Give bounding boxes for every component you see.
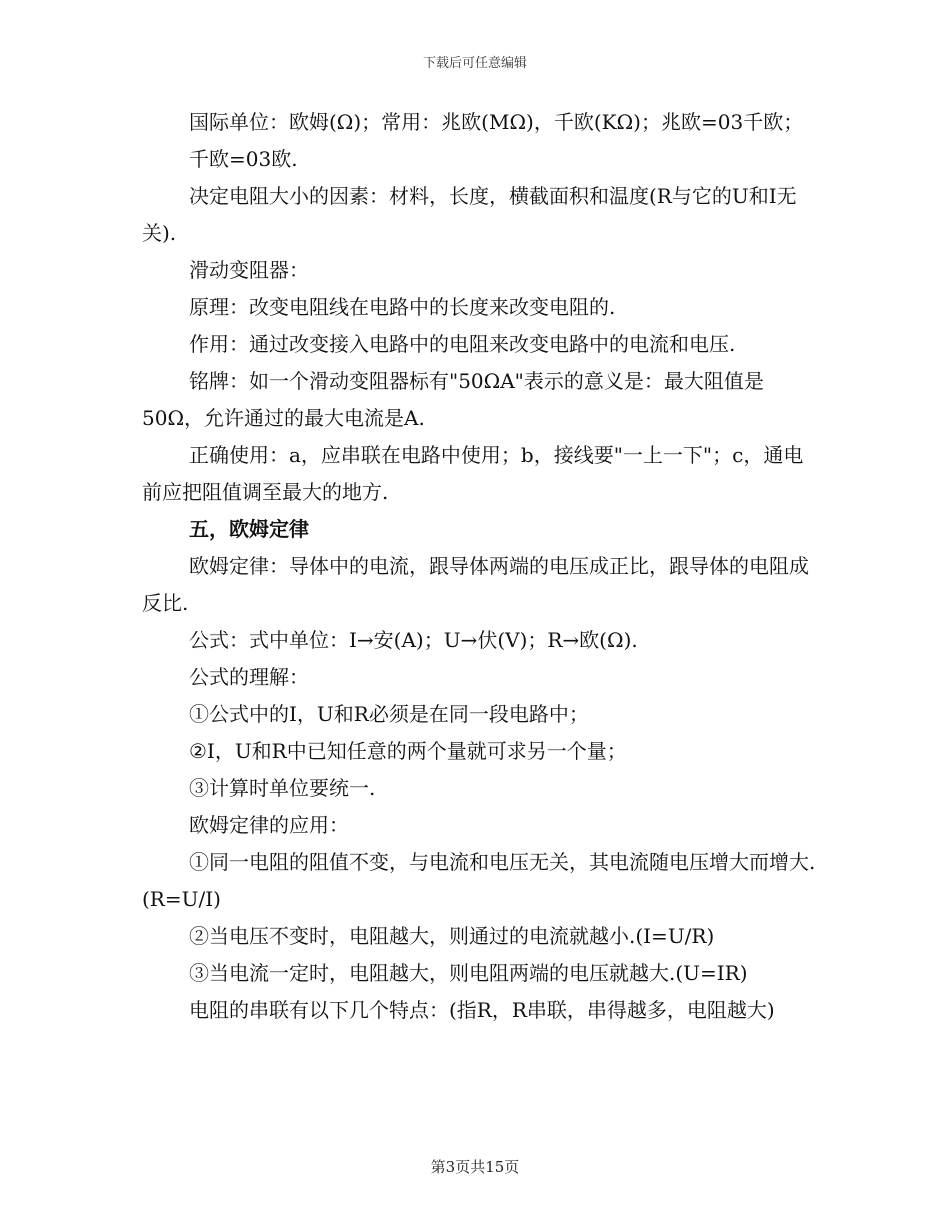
paragraph-formula: 公式：式中单位：I→安(A)；U→伏(V)；R→欧(Ω). xyxy=(189,628,638,652)
paragraph-application-2: ②当电压不变时，电阻越大，则通过的电流就越小.(I=U/R) xyxy=(189,924,715,948)
paragraph-ohms-law: 欧姆定律：导体中的电流，跟导体两端的电压成正比，跟导体的电阻成反比. xyxy=(142,554,809,615)
paragraph-principle: 原理：改变电阻线在电路中的长度来改变电阻的. xyxy=(189,295,616,319)
paragraph-understanding-2: ②I，U和R中已知任意的两个量就可求另一个量； xyxy=(189,739,627,763)
paragraph-understanding-3: ③计算时单位要统一. xyxy=(189,776,376,800)
page-footer: 第3页共15页 xyxy=(430,1158,520,1176)
paragraph-nameplate: 铭牌：如一个滑动变阻器标有"50ΩA"表示的意义是：最大阻值是50Ω，允许通过的最大电流是A. xyxy=(142,369,764,430)
paragraph-rheostat: 滑动变阻器： xyxy=(189,258,309,282)
paragraph-series-resistance: 电阻的串联有以下几个特点：(指R，R串联，串得越多，电阻越大) xyxy=(189,998,775,1022)
section-heading-ohms-law: 五，欧姆定律 xyxy=(189,517,309,541)
paragraph-formula-understanding: 公式的理解： xyxy=(189,665,309,689)
document-body xyxy=(142,104,822,1029)
paragraph-correct-use: 正确使用：a，应串联在电路中使用；b，接线要"一上一下"；c，通电前应把阻值调至最大的地方. xyxy=(142,443,804,504)
paragraph-application: 欧姆定律的应用： xyxy=(189,813,349,837)
paragraph-application-1: ①同一电阻的阻值不变，与电流和电压无关，其电流随电压增大而增大.(R=U/I) xyxy=(142,850,816,911)
paragraph-application-3: ③当电流一定时，电阻越大，则电阻两端的电压就越大.(U=IR) xyxy=(189,961,748,985)
paragraph-understanding-1: ①公式中的I，U和R必须是在同一段电路中； xyxy=(189,702,589,726)
paragraph-kiloohm: 千欧=03欧. xyxy=(189,147,298,171)
page-header: 下载后可任意编辑 xyxy=(422,56,527,71)
paragraph-function: 作用：通过改变接入电路中的电阻来改变电路中的电流和电压. xyxy=(189,332,736,356)
paragraph-resistance-factors: 决定电阻大小的因素：材料，长度，横截面积和温度(R与它的U和I无关). xyxy=(142,184,797,245)
paragraph-unit: 国际单位：欧姆(Ω)；常用：兆欧(MΩ)，千欧(KΩ)；兆欧=03千欧； xyxy=(189,110,804,134)
